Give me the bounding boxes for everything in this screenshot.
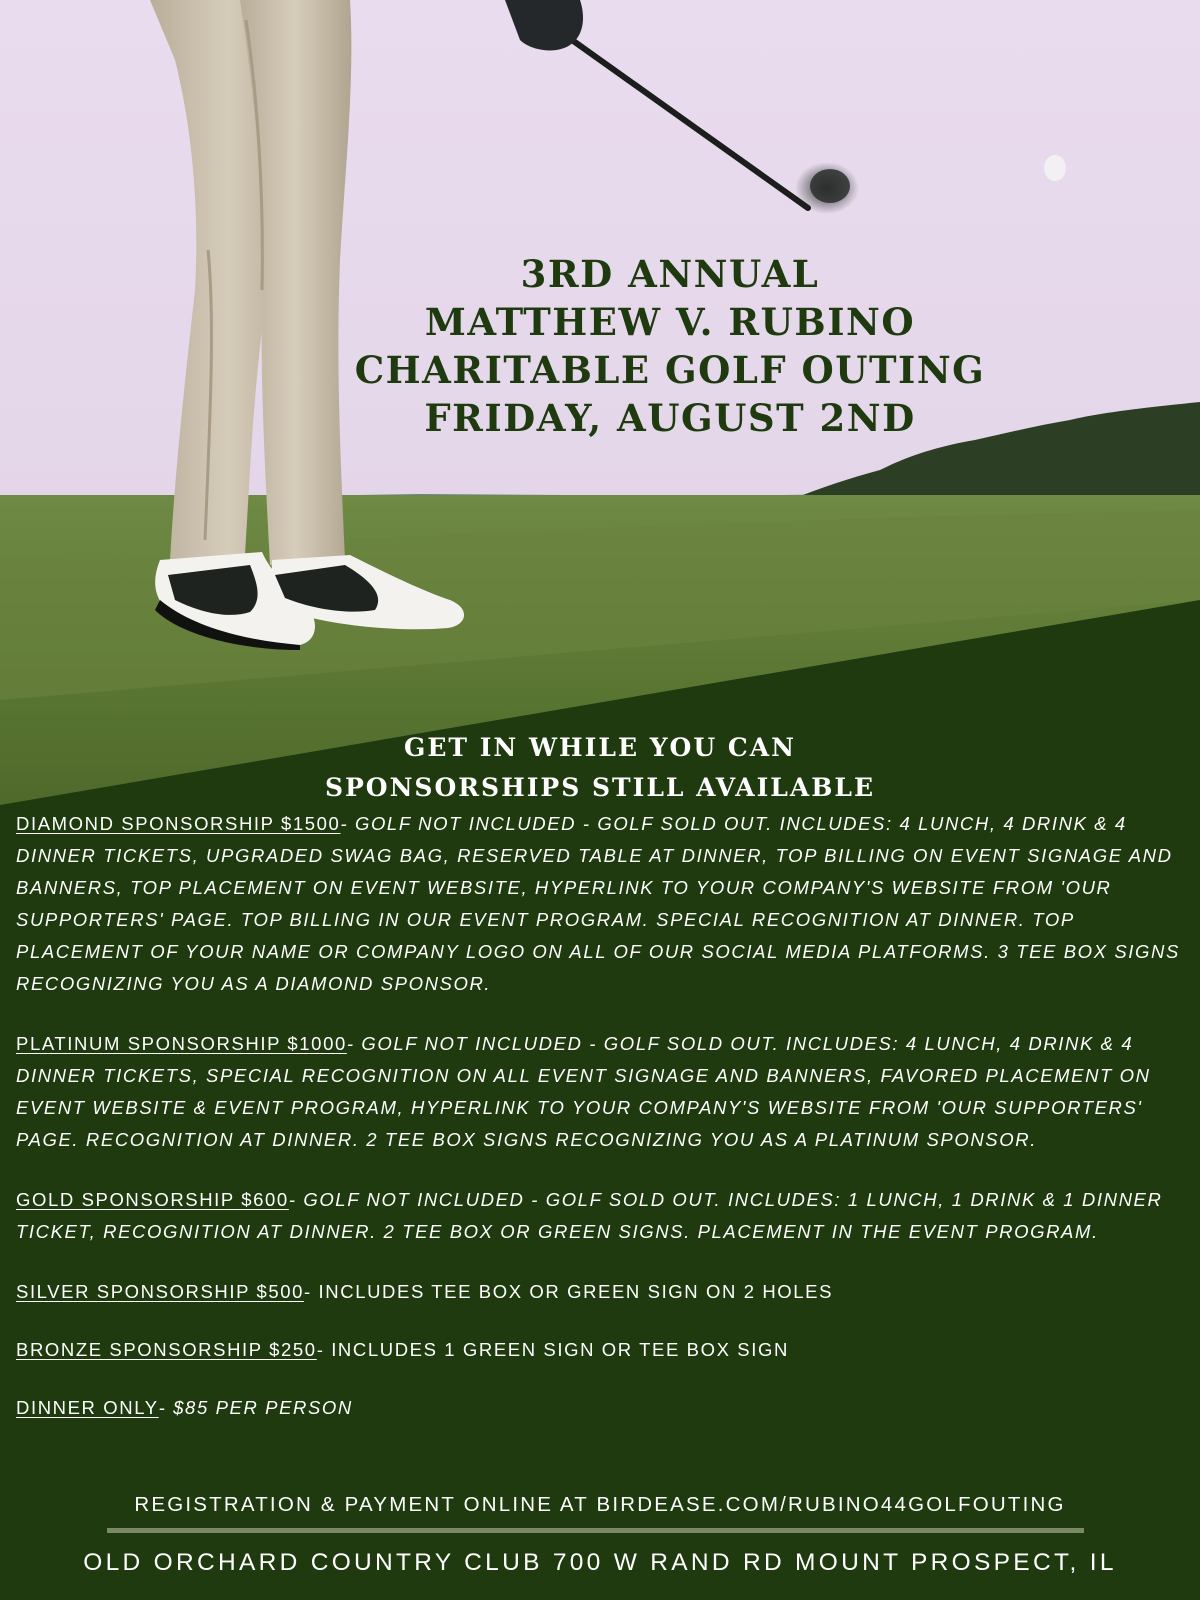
sponsorship-diamond (16, 808, 1188, 1000)
sponsorship-silver (16, 1276, 1188, 1308)
sponsorship-silver-desc: - INCLUDES TEE BOX OR GREEN SIGN ON 2 HOLES (304, 1281, 834, 1302)
sponsorship-bronze (16, 1334, 1188, 1366)
sponsorship-platinum-desc: - GOLF NOT INCLUDED - GOLF SOLD OUT. INCLUDES: 4 LUNCH, 4 DRINK & 4 DINNER TICKETS, SPECIAL RECOGNITION ON ALL EVENT SIGNAGE AND BANNERS, FAVORED PLACEMENT ON EVENT WEBSITE & EVENT PROGRAM, HYPERLINK TO YOUR COMPANY'S WEBSITE FROM 'OUR SUPPORTERS' PAGE. RECOGNITION AT DINNER. 2 TEE BOX SIGNS RECOGNIZING YOU AS A PLATINUM SPONSOR. (16, 1033, 1151, 1150)
headline-line-3: CHARITABLE GOLF OUTING (354, 348, 986, 392)
dinner-only-desc: - $85 PER PERSON (158, 1397, 353, 1418)
event-headline (320, 250, 1020, 442)
sponsorship-platinum (16, 1028, 1188, 1156)
headline-line-1: 3RD ANNUAL (520, 252, 820, 296)
dinner-only-name: DINNER ONLY (16, 1397, 159, 1418)
sponsorship-gold-desc: - GOLF NOT INCLUDED - GOLF SOLD OUT. INCLUDES: 1 LUNCH, 1 DRINK & 1 DINNER TICKET, RECOGNITION AT DINNER. 2 TEE BOX OR GREEN SIGNS. PLACEMENT IN THE EVENT PROGRAM. (16, 1189, 1163, 1242)
sponsorship-silver-name: SILVER SPONSORSHIP $500 (16, 1281, 305, 1302)
headline-line-2: MATTHEW V. RUBINO (424, 300, 916, 344)
divider (107, 1528, 1084, 1533)
sponsorship-diamond-name: DIAMOND SPONSORSHIP $1500 (16, 813, 341, 834)
call-to-action (240, 728, 960, 808)
cta-line-1: GET IN WHILE YOU CAN (404, 733, 796, 762)
sponsorship-list (16, 808, 1188, 1424)
headline-line-4: FRIDAY, AUGUST 2ND (424, 396, 916, 440)
venue-address: OLD ORCHARD COUNTRY CLUB 700 W RAND RD MOUNT PROSPECT, IL (83, 1549, 1117, 1576)
golf-ball (1044, 155, 1066, 181)
sponsorship-platinum-name: PLATINUM SPONSORSHIP $1000 (16, 1033, 347, 1054)
dinner-only (16, 1392, 1188, 1424)
sponsorship-bronze-name: BRONZE SPONSORSHIP $250 (16, 1339, 317, 1360)
sponsorship-bronze-desc: - INCLUDES 1 GREEN SIGN OR TEE BOX SIGN (316, 1339, 789, 1360)
registration-info: REGISTRATION & PAYMENT ONLINE AT BIRDEASE.COM/RUBINO44GOLFOUTING (134, 1493, 1066, 1516)
cta-line-2: SPONSORSHIPS STILL AVAILABLE (324, 773, 876, 802)
sponsorship-gold (16, 1184, 1188, 1248)
sponsorship-diamond-desc: - GOLF NOT INCLUDED - GOLF SOLD OUT. INCLUDES: 4 LUNCH, 4 DRINK & 4 DINNER TICKETS, UPGRADED SWAG BAG, RESERVED TABLE AT DINNER, TOP BILLING ON EVENT SIGNAGE AND BANNERS, TOP PLACEMENT ON EVENT WEBSITE, HYPERLINK TO YOUR COMPANY'S WEBSITE FROM 'OUR SUPPORTERS' PAGE. TOP BILLING IN OUR EVENT PROGRAM. SPECIAL RECOGNITION AT DINNER. TOP PLACEMENT OF YOUR NAME OR COMPANY LOGO ON ALL OF OUR SOCIAL MEDIA PLATFORMS. 3 TEE BOX SIGNS RECOGNIZING YOU AS A DIAMOND SPONSOR. (16, 813, 1180, 994)
sponsorship-gold-name: GOLD SPONSORSHIP $600 (16, 1189, 289, 1210)
